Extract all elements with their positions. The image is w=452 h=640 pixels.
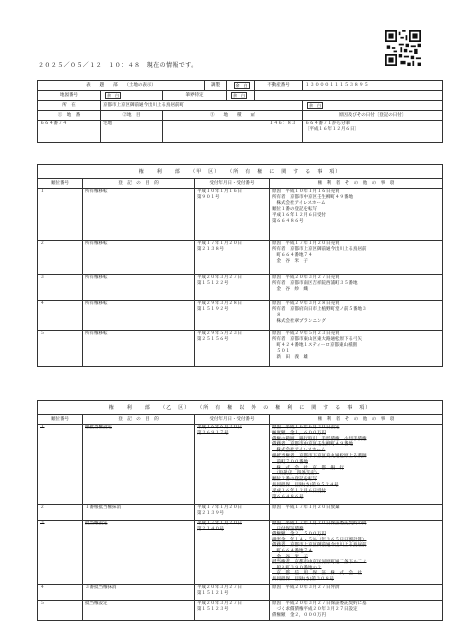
col-chiban-header: ① 地 番 [38, 111, 101, 121]
kou-col-purpose: 登 記 の 目 的 [83, 179, 195, 189]
table-row [38, 505, 443, 521]
otsu-col-purpose: 登 記 の 目 的 [83, 415, 195, 425]
hikkai-label: 筆界特定 [163, 91, 227, 101]
kou-section-heading: 権 利 部 （甲 区） （所 有 権 に 関 す る 事 項） [38, 165, 443, 179]
qr-code-icon [385, 30, 421, 66]
table-row [38, 601, 443, 621]
row-receipt: 平成１６年６月３０日 第３６９１７号 [195, 425, 270, 505]
row-no: ４ [38, 301, 83, 331]
col-chimoku-header: ②地 目 [101, 111, 163, 121]
title-section-heading: 表 題 部 （土地の表示） [38, 81, 205, 91]
row-details: 原因 平成２９年５月２３日売買 所有者 京都市東山区東大路通松原下る弓矢 町４２４番地１スティーロ京都東山祇園 ５０１ 新 田 義 雄 [270, 331, 443, 367]
table-row [38, 275, 443, 301]
row-details: 原因 平成１７年１月２０日保証委託契約の同 日付保証債務 債権額 金２，５００万円 損害金 年１４・５％（年３６５日日割計算） 債務者 京都市上京区御前通今出川上る鳥居前 町６６４番地７４ 金 谷 米 子 抵当権者 京都市中京区河原町通二条下ル二ノ 船入町３９０番地の２ 京 都 信 用 保 証 株 式 会 社 共同担保 目録(さ)第３０８号 [270, 521, 443, 585]
row-purpose: 所有権移転 [83, 275, 195, 301]
col-cause-header: 原因及びその日付〔登記の日付〕 [303, 111, 443, 121]
row-no: １ [38, 425, 83, 505]
row-no: ２ [38, 241, 83, 275]
chizu-stamp [101, 91, 163, 101]
kou-col-receipt: 受付年月日・受付番号 [195, 179, 270, 189]
row-purpose: 所有権移転 [83, 331, 195, 367]
row-details: 原因 平成１６年６月３０日設定 極度額 金１，６００万円 債権の範囲 銀行取引 手形債権 小切手債権 債務者 京都市中京区壬生柳町４９番地 株式会社アイレスホーム 根抵当権者 京都市下京区烏丸通松原上る薬師 前町７００番地 株 式 会 社 京 都 銀 行 （取扱店 四条支店） 順位２番の登記を転写 共同担保 目録(さ)第９５２４号 平成１６年１２月６日受付 第６６４８６号 [270, 425, 443, 505]
cause-value: ６６４番７１から分筆 〔平成１６年１２月６日〕 [303, 121, 443, 143]
row-purpose: 抵当権設定 [83, 601, 195, 621]
table-row [38, 331, 443, 367]
row-receipt: 平成１０年１月１６日 第９０１号 [195, 189, 270, 241]
row-receipt: 平成１７年１月２０日 第２１３９号 [195, 505, 270, 521]
col-chiseki-header: ③ 地 積 ㎡ [163, 111, 303, 121]
row-purpose: １番根抵当権抹消 [83, 505, 195, 521]
shozai-label: 所 在 [38, 101, 101, 111]
kou-section-table [37, 164, 443, 367]
row-details: 原因 平成２０年３月２７日弁済 [270, 585, 443, 601]
kou-col-details: 権 利 者 そ の 他 の 事 項 [270, 179, 443, 189]
otsu-col-details: 権 利 者 そ の 他 の 事 項 [270, 415, 443, 425]
row-details: 原因 平成２０年３月２７日保証委託契約に基 づく求償債権平成２０年３月２７日設定 債権額 金２，０００万円 [270, 601, 443, 621]
row-details: 原因 平成２０年３月２７日売買 所有者 京都市南区吉祥院西浦町３５番地 金 谷 紗 織 [270, 275, 443, 301]
title-section-table [37, 80, 443, 143]
chosei-stamp-text: 余 白 [235, 82, 248, 88]
chizu-label: 地図番号 [38, 91, 101, 101]
row-no: ２ [38, 505, 83, 521]
otsu-section-heading: 権 利 部 （乙 区） （所 有 権 以 外 の 権 利 に 関 す る 事 項） [38, 401, 443, 415]
chimoku-value: 宅地 [101, 121, 163, 143]
row-purpose: 所有権移転 [83, 189, 195, 241]
row-no: ５ [38, 331, 83, 367]
fudosan-label: 不動産番号 [255, 81, 303, 91]
otsu-section-table [37, 400, 443, 621]
row-purpose: 所有権移転 [83, 241, 195, 275]
row-purpose: 根抵当権設定 [83, 425, 195, 505]
row-details: 原因 平成１０年１月１６日売買 所有者 京都市中京区壬生柳町４９番地 株式会社アイレスホーム 順位１番の登記を転写 平成１６年１２月６日受付 第６６４８６号 [270, 189, 443, 241]
row-details: 原因 平成２９年３月２８日売買 所有者 京都府向日市上植野町堂ノ前５番地３ ８ 株式会社翠プランニング [270, 301, 443, 331]
row-receipt: 平成２０年３月２７日 第１５１２１号 [195, 585, 270, 601]
row-details: 原因 平成１７年１月２０日放棄 [270, 505, 443, 521]
shozai-value: 京都市上京区御前通今出川上る鳥居前町 [101, 101, 303, 111]
chizu-stamp-text: 余 白 [107, 92, 119, 98]
otsu-col-receipt: 受付年月日・受付番号 [195, 415, 270, 425]
row-no: ４ [38, 585, 83, 601]
table-row [38, 189, 443, 241]
hikkai-stamp-text: 余 白 [233, 92, 246, 98]
timestamp: ２０２５／０５／１２ １０：４８ 現在の情報です。 [38, 62, 198, 69]
chosei-stamp [227, 81, 255, 91]
hikkai-stamp [227, 91, 255, 101]
blank-cell [255, 91, 443, 101]
row-receipt: 平成２０年３月２７日 第１５１２２号 [195, 275, 270, 301]
table-row [38, 301, 443, 331]
row-details: 原因 平成１７年１月２０日売買 所有者 京都市上京区御前通今出川上る鳥居前 町６６４番地７４ 金 谷 米 子 [270, 241, 443, 275]
row-no: ３ [38, 275, 83, 301]
row-receipt: 平成１７年１月２０日 第２１４０号 [195, 521, 270, 585]
row-no: ５ [38, 601, 83, 621]
row-receipt: 平成２９年３月２８日 第１５１９２号 [195, 301, 270, 331]
chiban-value: ６６４番７４ [38, 121, 101, 143]
otsu-col-no: 順位番号 [38, 415, 83, 425]
table-row [38, 521, 443, 585]
row-purpose: ３番抵当権抹消 [83, 585, 195, 601]
fudosan-value: １３０００１１１５３８９５ [303, 81, 443, 91]
table-row [38, 585, 443, 601]
shozai-stamp-text: 余 白 [309, 102, 322, 108]
row-receipt: 平成２９年５月２３日 第２５１５６号 [195, 331, 270, 367]
shozai-stamp [303, 101, 443, 111]
kou-col-no: 順位番号 [38, 179, 83, 189]
row-receipt: 平成１７年１月２０日 第２１３８号 [195, 241, 270, 275]
row-no: １ [38, 189, 83, 241]
chosei-label: 調製 [205, 81, 227, 91]
row-purpose: 所有権移転 [83, 301, 195, 331]
row-receipt: 平成２０年３月２７日 第１５１２３号 [195, 601, 270, 621]
chiseki-value: １４６：８３ [163, 121, 303, 143]
table-row [38, 425, 443, 505]
row-purpose: 抵当権設定 [83, 521, 195, 585]
row-no: ３ [38, 521, 83, 585]
table-row [38, 241, 443, 275]
